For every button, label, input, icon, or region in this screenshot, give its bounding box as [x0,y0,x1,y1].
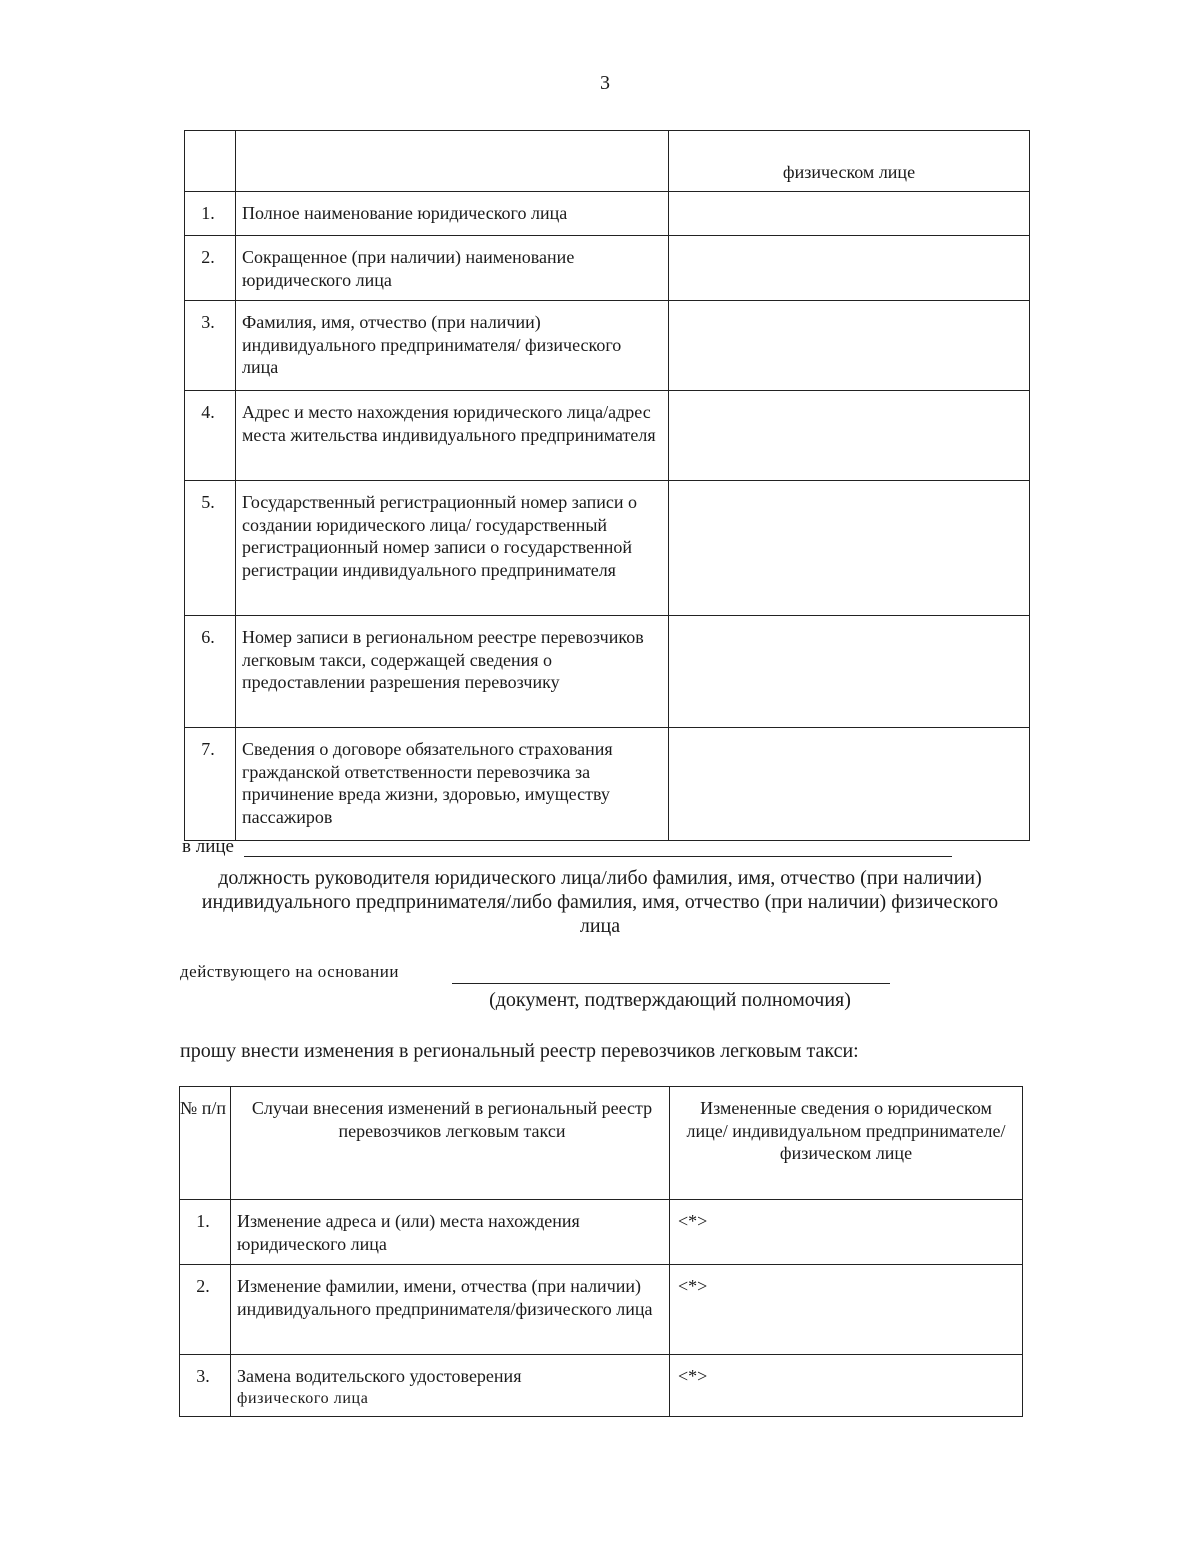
row-number: 3. [185,301,236,391]
row-label-line: физического лица [237,1389,369,1407]
row-label: Изменение адреса и (или) места нахождения юридического лица [231,1200,670,1265]
table-row [185,728,1030,841]
row-number: 7. [185,728,236,841]
row-number: 5. [185,481,236,616]
page-number: 3 [600,72,610,94]
in-person-label: в лице [182,836,234,857]
table-header-row [185,131,1030,192]
row-number: 2. [180,1265,231,1355]
acting-basis-line [180,962,890,982]
header-value-cell: физическом лице [669,131,1030,192]
in-person-line [182,836,952,858]
table-row [185,236,1030,301]
table-cell [236,131,669,192]
table-row [185,481,1030,616]
header-num-cell: № п/п [180,1087,231,1200]
header-value-cell: Измененные сведения о юридическом лице/ индивидуальном предпринимателе/ физическом лице [670,1087,1023,1200]
row-value-field[interactable]: <*> [670,1355,1023,1417]
acting-basis-fill-line[interactable] [452,983,890,984]
row-label: Сведения о договоре обязательного страхования гражданской ответственности перевозчика за причинение вреда жизни, здоровью, имуществу пассажиров [236,728,669,841]
applicant-info-table [184,130,1030,841]
row-number: 3. [180,1355,231,1417]
row-number: 1. [180,1200,231,1265]
row-label-line: Замена водительского удостоверения [237,1366,522,1386]
table-row [185,391,1030,481]
acting-basis-label: действующего на основании [180,962,399,981]
row-value-field[interactable]: <*> [670,1200,1023,1265]
registry-changes-table [179,1086,1023,1417]
table-header-row [180,1087,1023,1200]
table-row [180,1200,1023,1265]
row-label: Полное наименование юридического лица [236,192,669,236]
row-label: Государственный регистрационный номер записи о создании юридического лица/ государственный регистрационный номер записи о государственной регистрации индивидуального предпринимателя [236,481,669,616]
row-label: Номер записи в региональном реестре перевозчиков легковым такси, содержащей сведения о предоставлении разрешения перевозчику [236,616,669,728]
in-person-caption: должность руководителя юридического лица/либо фамилия, имя, отчество (при наличии) индивидуального предпринимателя/либо фамилия, имя, отчество (при наличии) физического лица [201,867,999,937]
row-number: 1. [185,192,236,236]
row-value-field[interactable] [669,616,1030,728]
row-number: 4. [185,391,236,481]
row-label: Фамилия, имя, отчество (при наличии) индивидуального предпринимателя/ физического лица [236,301,669,391]
row-label: Адрес и место нахождения юридического лица/адрес места жительства индивидуального предпринимателя [236,391,669,481]
row-value-field[interactable] [669,728,1030,841]
row-number: 2. [185,236,236,301]
table-row [180,1265,1023,1355]
table-cell [185,131,236,192]
table-row [185,616,1030,728]
row-label [231,1355,670,1417]
row-value-field[interactable] [669,481,1030,616]
row-value-field[interactable]: <*> [670,1265,1023,1355]
row-value-field[interactable] [669,301,1030,391]
acting-basis-caption: (документ, подтверждающий полномочия) [489,989,851,1011]
row-value-field[interactable] [669,391,1030,481]
row-value-field[interactable] [669,236,1030,301]
header-label-cell: Случаи внесения изменений в региональный реестр перевозчиков легковым такси [231,1087,670,1200]
request-text: прошу внести изменения в региональный реестр перевозчиков легковым такси: [180,1040,859,1062]
table-row [185,192,1030,236]
in-person-fill-line[interactable] [244,856,952,857]
row-label: Изменение фамилии, имени, отчества (при наличии) индивидуального предпринимателя/физического лица [231,1265,670,1355]
row-label: Сокращенное (при наличии) наименование юридического лица [236,236,669,301]
row-number: 6. [185,616,236,728]
table-row [185,301,1030,391]
table-row [180,1355,1023,1417]
row-value-field[interactable] [669,192,1030,236]
